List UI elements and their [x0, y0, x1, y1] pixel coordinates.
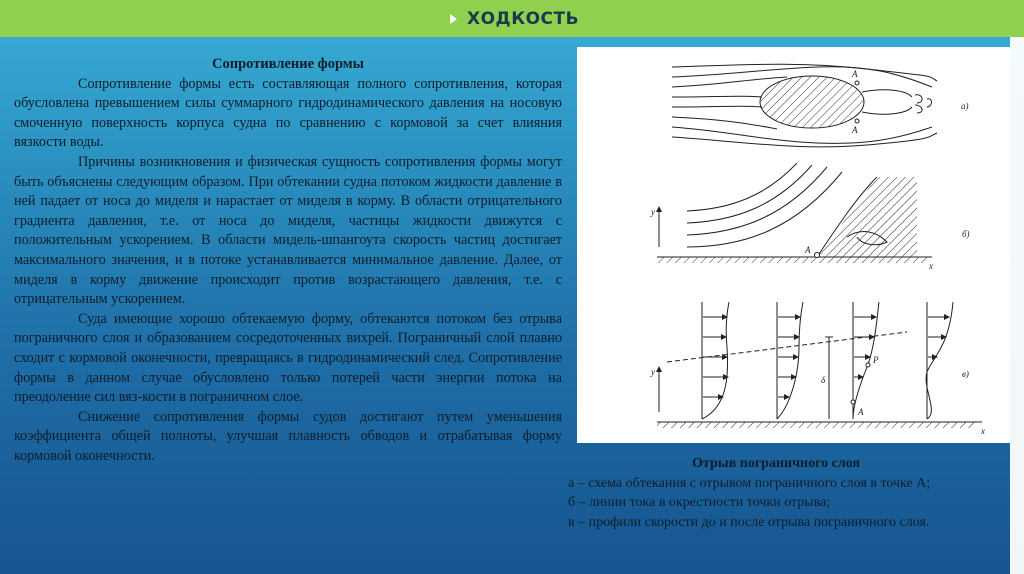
- label-x-b: x: [929, 261, 933, 271]
- diagram-v: [657, 302, 982, 428]
- label-v: в): [962, 369, 969, 379]
- paragraph: Суда имеющие хорошо обтекаемую форму, обтекаются потоком без отрыва пограничного слоя и образованием сосредоточенных вихрей. Пограничный слой плавно сходит с кормовой оконечности, превращаясь в гидродинамический след. Сопротивление формы в данном случае обусловлено только потерей части энергии потока на преодоление сил вяз-кости в пограничном слое.: [14, 310, 562, 406]
- title-group: [450, 6, 579, 32]
- figure-drawing: [577, 47, 1010, 443]
- label-delta: δ: [821, 375, 826, 385]
- figure-caption: [568, 454, 1024, 532]
- section-heading: Сопротивление формы: [212, 56, 364, 72]
- boundary-layer-figure: [577, 47, 1010, 443]
- label-y-b: y: [651, 207, 655, 217]
- diagram-b: [657, 163, 932, 263]
- paragraph: Снижение сопротивления формы судов достигают путем уменьшения коэффициента общей полноты, улучшая плавность обводов и отрабатывая форму кормовой оконечности.: [14, 408, 562, 464]
- caption-line: в – профили скорости до и после отрыва пограничного слоя.: [568, 514, 930, 530]
- slide-title: ХОДКОСТЬ: [467, 9, 580, 29]
- paragraph: Сопротивление формы есть составляющая полного сопротивления, которая обусловлена превышением силы суммарного гидродинамического давления на носовую смоченную поверхность корпуса судна по сравнению с кормовой за счет влияния вязкости воды.: [14, 75, 562, 151]
- paragraph: Причины возникновения и физическая сущность сопротивления формы могут быть объяснены следующим образом. При обтекании судна потоком жидкости давление в ней падает от носа до миделя и нарастает от миделя в корму. В области отрицательного градиента давления, т.е. от носа до миделя, частицы жидкости движутся с положительным ускорением. В области мидель-шпангоута скорость частиц достигает максимального значения, и в потоке устанавливается минимальное давление. Далее, от миделя в корму движение происходит против возрастающего давления, т.е. с отрицательным ускорением.: [14, 153, 562, 308]
- label-point-a-b: A: [805, 245, 811, 255]
- label-point-p: P: [873, 355, 879, 365]
- main-text: [14, 55, 562, 466]
- label-b: б): [962, 229, 970, 239]
- caption-line: а – схема обтекания с отрывом пограничного слоя в точке А;: [568, 475, 931, 491]
- label-y-v: y: [651, 367, 655, 377]
- label-point-a-upper: A: [852, 69, 858, 79]
- caption-title: Отрыв пограничного слоя: [692, 456, 860, 471]
- caption-line: б – линии тока в окрестности точки отрыва;: [568, 495, 831, 510]
- label-point-a-v: A: [858, 407, 864, 417]
- label-point-a-lower: A: [852, 125, 858, 135]
- diagram-a: [672, 64, 937, 147]
- triangle-bullet-icon: [450, 14, 457, 24]
- label-a: а): [961, 101, 969, 111]
- label-x-v: x: [981, 426, 985, 436]
